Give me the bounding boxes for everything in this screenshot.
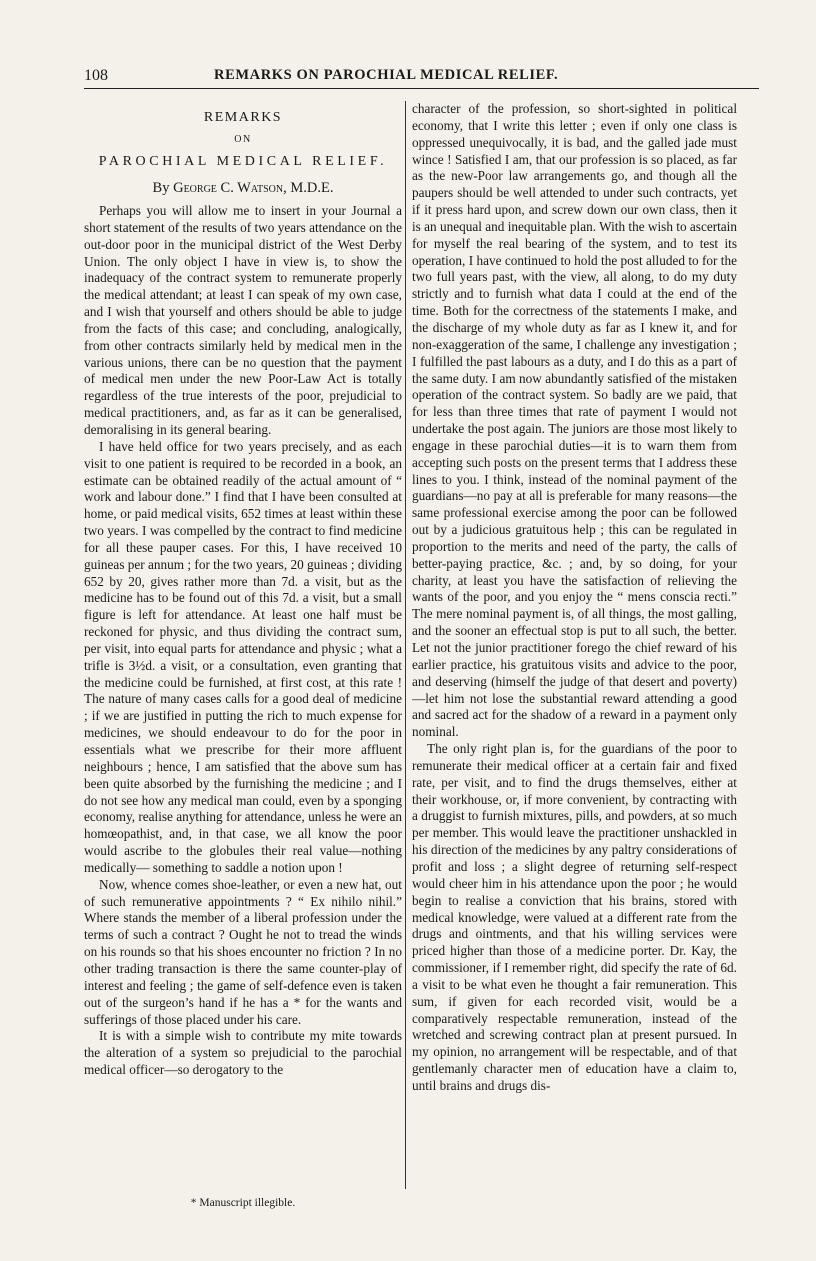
article-heading <box>84 109 402 197</box>
footnote: * Manuscript illegible. <box>190 1197 296 1209</box>
article-title: REMARKS <box>203 110 283 125</box>
running-title: REMARKS ON PAROCHIAL MEDICAL RELIEF. <box>214 67 559 83</box>
paragraph: The only right plan is, for the guardians of the poor to remunerate their medical officer at a certain fair and fixed rate, per visit, and to find the drugs themselves, either at their workhouse, or, if more convenient, by contracting with a druggist to furnish mixtures, pills, and powders, at so much per member. This would leave the practitioner unshackled in his direction of the medicines by any paltry considerations of profit and loss ; a slight degree of returning self-respect would cheer him in his attendance upon the poor ; he would begin to realise a conviction that his brains, stored with medical knowledge, were valued at a different rate from the drugs and ointments, and that his willing services were priced higher than those of a medicine porter. Dr. Kay, the commissioner, if I remember right, did specify the rate of 6d. a visit to be what even he thought a fair remuneration. This sum, if given for each recorded visit, would be a comparatively respectable remuneration, instead of the wretched and screwing contract plan at present pursued. In my opinion, no arrangement will be respectable, and of that gentlemanly character men of education have a claim to, until brains and drugs dis- <box>412 741 737 1093</box>
paragraph-continued: character of the profession, so short-sighted in political economy, that I write this letter ; even if only one class is oppressed unequivocally, it is bad, and the galled jade must wince ! Satisfied I am, that our profession is so placed, as far as the new-Poor law arrangements go, and though all the paupers should be well attended to under such contracts, yet if it press hard upon, and screw down our own class, then it is an unequal and inequitable plan. With the wish to ascertain for myself the real bearing of the system, and to test its operation, I have continued to hold the post alluded to for the two full years past, with the view, all along, to do my duty strictly and to furnish what data I could at the end of the time. Both for the correctness of the statements I make, and the discharge of my whole duty as far as I knew it, and for non-exaggeration of the same, I challenge any investigation ; I fulfilled the past labours as a duty, and I do this as a part of the same duty. I am now abundantly satisfied of the mistaken operation of the contract system. So badly are we paid, that for less than three times that rate of payment I would not undertake the post again. The juniors are those most likely to engage in these parochial duties—it is to warn them from accepting such posts on the present terms that I address these lines to you. I think, instead of the nominal payment of the guardians—no pay at all is preferable for many reasons—the same professional exercise among the poor can be followed out by a judicious gratuitous help ; this can be regulated in proportion to the merits and need of the party, the calls of better-paying practice, &c. ; and, by so doing, for your charity, at least you have the satisfaction of relieving the wants of the poor, and you enjoy the “ mens conscia recti.” The mere nominal payment is, of all things, the most galling, and the sooner an effectual stop is put to all such, the better. Let not the junior practitioner forego the chief reward of his earlier practice, his gratuitous visits and advice to the poor, and deserving (himself the judge of that desert and poverty)—let him not lose the substantial reward attending a good and sacred act for the shadow of a reward in a payment only nominal. <box>412 101 737 740</box>
paragraph: Now, whence comes shoe-leather, or even a new hat, out of such remunerative appointments ? “ Ex nihilo nihil.” Where stands the member of a liberal profession under the terms of such a contract ? Ought he not to tread the winds on his rounds so that his shoes encounter no friction ? In no other trading transaction is there the same counter-play of interest and feeling ; the game of self-defence even is taken out of the surgeon’s hand if he has a * for the wants and sufferings of those placed under his care. <box>84 876 402 1027</box>
paragraph: Perhaps you will allow me to insert in your Journal a short statement of the results of two years attendance on the out-door poor in the municipal district of the West Derby Union. The only object I have in view is, to show the inadequacy of the contract system to remunerate properly the medical attendant; at least I can speak of my own case, and I wish that yourself and others should be able to judge from the facts of this case; and concluding, analogically, from other contracts similarly held by medical men in the various unions, there can be no question that the payment of medical men under the new Poor-Law Act is totally regardless of the true interests of the poor, prejudicial to medical practitioners, and, as far as it can be generalised, demoralising in its general bearing. <box>84 203 402 437</box>
column-divider <box>405 101 406 1189</box>
paragraph: It is with a simple wish to contribute my mite towards the alteration of a system so prejudicial to the parochial medical officer—so derogatory to the <box>84 1028 402 1078</box>
page-number: 108 <box>84 67 108 84</box>
paragraph: I have held office for two years precisely, and as each visit to one patient is required to be recorded in a book, an estimate can be obtained readily of the actual amount of “ work and labour done.” I find that I have been consulted at home, or paid medical visits, 652 times at least within these two years. I was compelled by the contract to find medicine for all these pauper cases. For this, I have received 10 guineas per annum ; for the two years, 20 guineas ; dividing 652 by 20, gives rather more than 7d. a visit, but as the medicine has to be found out of this 7d. a visit, but a small figure is left for attendance. At least one half must be reckoned for physic, and thus dividing the contract sum, per visit, into equal parts for attendance and physic ; what a trifle is 3½d. a visit, or a consultation, even granting that the medicine could be furnished, at first cost, at this rate ! The nature of many cases calls for a good deal of medicine ; if we are justified in putting the rich to much expense for medicines, we should endeavour to do for the poor in essentials what we prescribe for their more affluent neighbours ; hence, I am satisfied that the above sum has been quite absorbed by the furnishing the medicine ; and I do not see how any medical man could, even by a sponging economy, realise anything for attendance, unless he were an homœopathist, and, in that case, we all know the poor would ascribe to the globules their real value—nothing medically— something to saddle a notion upon ! <box>84 438 402 875</box>
author-name: George C. Watson, M.D.E. <box>173 180 334 196</box>
author-prefix: By <box>152 180 170 196</box>
article-subject: PAROCHIAL MEDICAL RELIEF. <box>98 154 388 169</box>
left-column <box>84 101 402 1186</box>
running-header <box>84 58 759 89</box>
article-byline <box>84 179 402 197</box>
right-column <box>412 101 737 1191</box>
article-title-on: ON <box>234 134 252 145</box>
